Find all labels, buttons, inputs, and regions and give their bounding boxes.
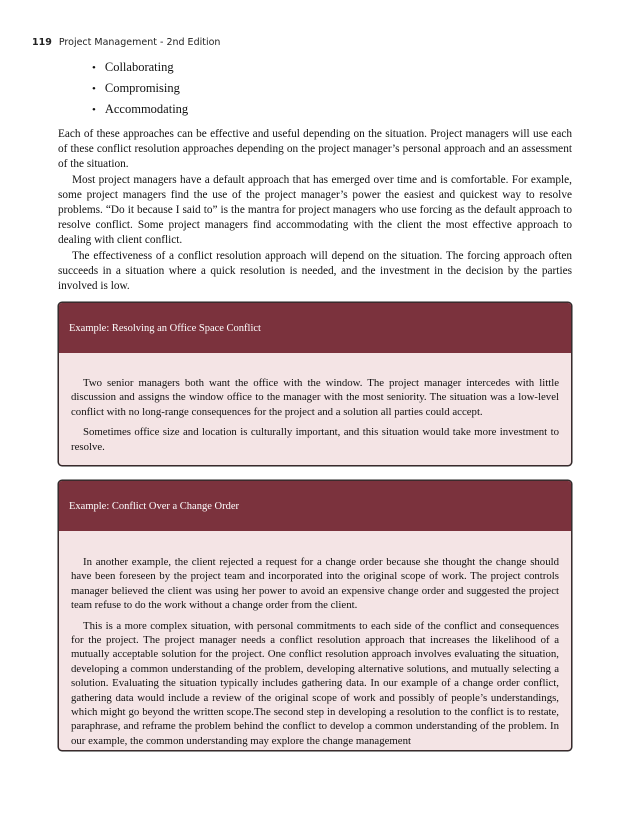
list-item: • Accommodating xyxy=(92,100,188,121)
example-paragraph: This is a more complex situation, with personal commitments to each side of the conflict and consequences for the project. The project manager needs a conflict resolution approach that increases the likelihood of a mutually acceptable solution for the project. One conflict resolution approach involves evaluating the situation, developing a common understanding of the problem, developing alternative solutions, and mutually selecting a solution. Evaluating the situation typically includes gathering data. In our example of a change order conflict, gathering data would include a review of the original scope of work and possibly of people’s understandings, which might go beyond the written scope.The second step in developing a resolution to the conflict is to restate, paraphrase, and reframe the problem behind the conflict to develop a common understanding of the problem. In our example, the common understanding may explore the change management xyxy=(71,619,559,747)
example-box-title: Example: Resolving an Office Space Conflict xyxy=(59,303,571,353)
running-header xyxy=(32,37,220,48)
page-number: 119 xyxy=(32,37,52,48)
example-paragraph: Two senior managers both want the office with the window. The project manager intercedes with little discussion and assigns the window office to the manager with the most seniority. The situation was a low-level conflict with no long-range consequences for the project and a solution all parties could accept. xyxy=(71,377,559,418)
example-box-change-order xyxy=(58,480,572,751)
list-item: • Compromising xyxy=(92,79,188,100)
list-item: • Collaborating xyxy=(92,58,188,79)
book-title: Project Management - 2nd Edition xyxy=(58,37,221,48)
example-paragraph: In another example, the client rejected a request for a change order because she thought the change should have been foreseen by the project team and incorporated into the original scope of work. The project controls manager believed the client was using her power to avoid an expensive change order and suggested the project team refuse to do the work without a change order from the client. xyxy=(71,556,559,612)
example-box-body xyxy=(59,531,571,748)
example-box-title: Example: Conflict Over a Change Order xyxy=(59,481,571,531)
paragraph: Each of these approaches can be effective and useful depending on the situation. Project managers will use each of these conflict resolution approaches depending on the project manager’s personal approach and an assessment of the situation. xyxy=(58,128,572,171)
example-paragraph: Sometimes office size and location is culturally important, and this situation would take more investment to resolve. xyxy=(71,426,559,453)
example-box-body xyxy=(59,353,571,454)
body-text xyxy=(58,127,572,294)
example-box-office-space xyxy=(58,302,572,466)
paragraph: The effectiveness of a conflict resolution approach will depend on the situation. The forcing approach often succeeds in a situation where a quick resolution is needed, and the investment in the decision by the parties involved is low. xyxy=(58,249,572,293)
approach-list xyxy=(92,58,188,121)
paragraph: Most project managers have a default approach that has emerged over time and is comfortable. For example, some project managers find the use of the project manager’s power the easiest and quickest way to resolve problems. “Do it because I said to” is the mantra for project managers who use forcing as the default approach to resolve conflict. Some project managers find accommodating with the client the most effective approach to dealing with client conflict. xyxy=(58,173,572,247)
